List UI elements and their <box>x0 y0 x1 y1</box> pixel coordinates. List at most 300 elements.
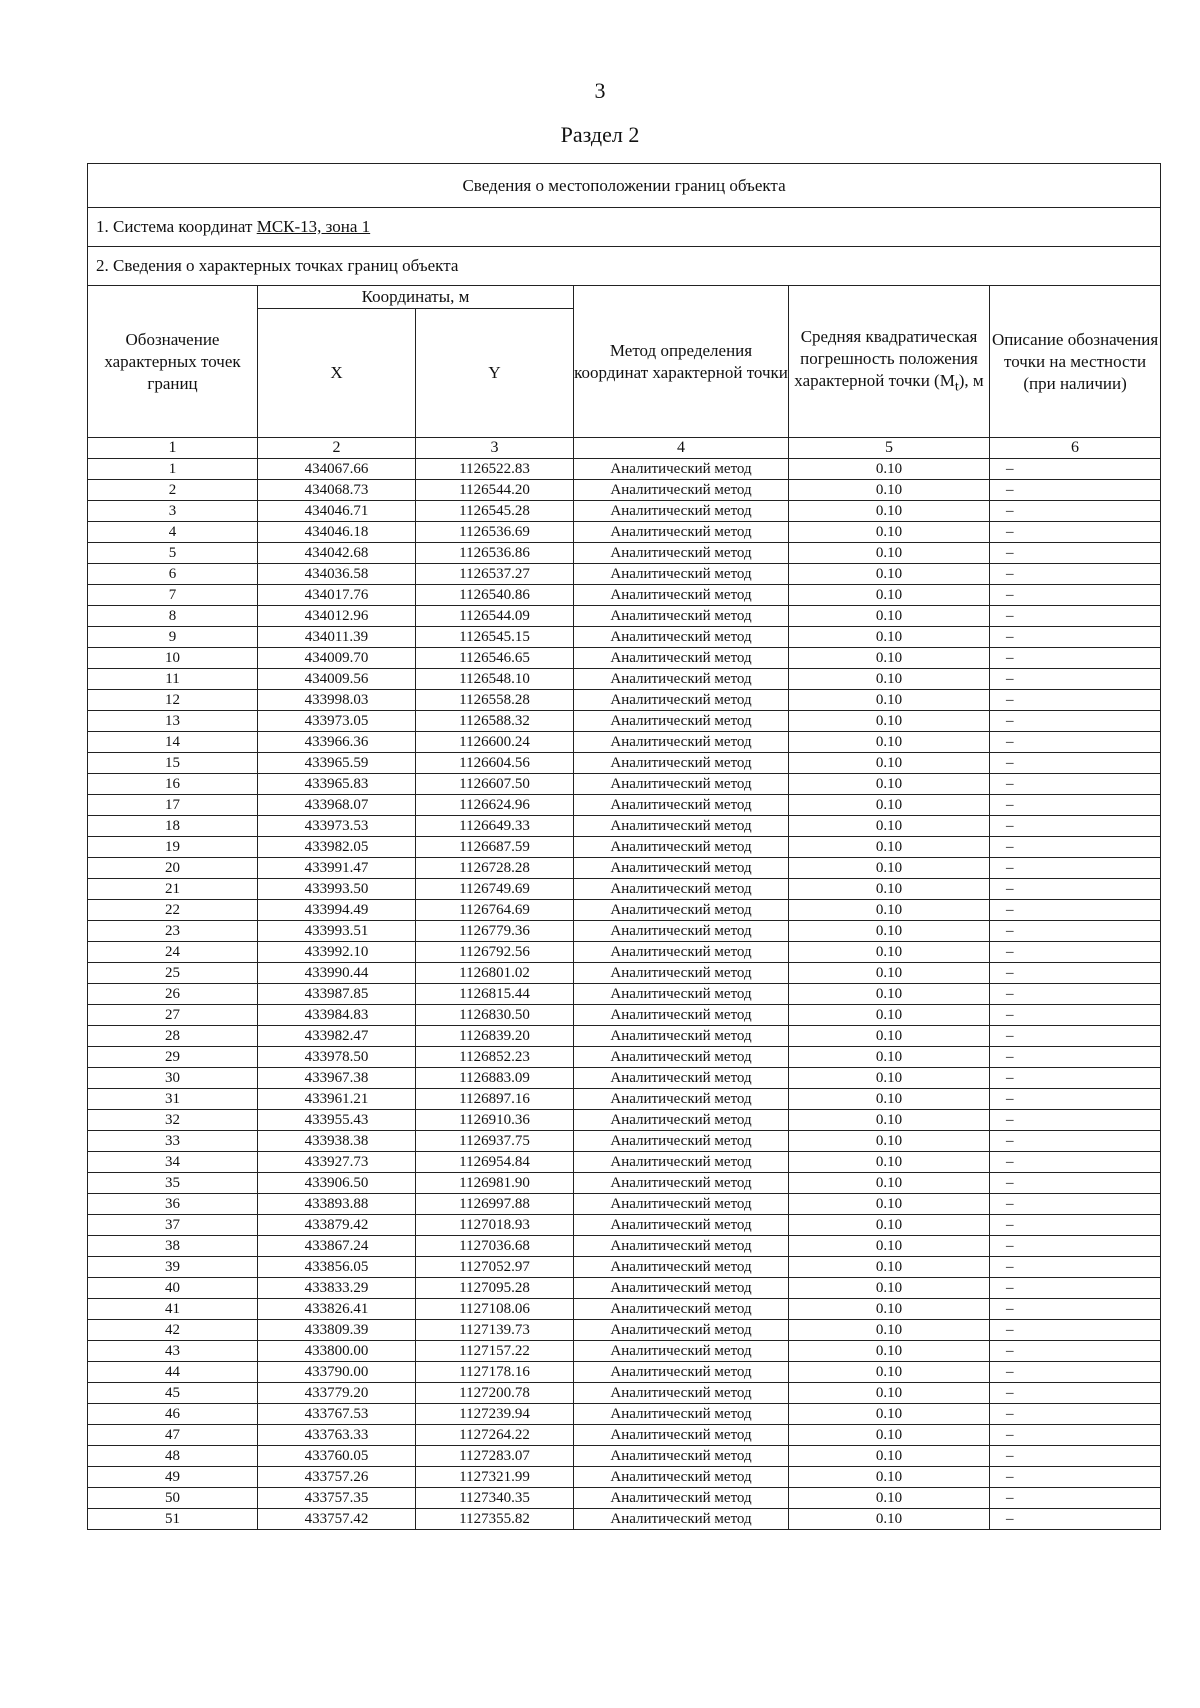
cell-method: Аналитический метод <box>574 501 789 522</box>
cell-x: 434011.39 <box>258 627 416 648</box>
table-caption: Сведения о местоположении границ объекта <box>88 164 1161 208</box>
cell-method: Аналитический метод <box>574 1152 789 1173</box>
cell-error: 0.10 <box>789 648 990 669</box>
cell-x: 433978.50 <box>258 1047 416 1068</box>
header-error <box>789 286 990 438</box>
cell-method: Аналитический метод <box>574 1320 789 1341</box>
cell-point-number: 17 <box>88 795 258 816</box>
cell-description: – <box>990 585 1161 606</box>
cell-point-number: 40 <box>88 1278 258 1299</box>
cell-method: Аналитический метод <box>574 627 789 648</box>
cell-x: 433998.03 <box>258 690 416 711</box>
cell-y: 1126544.09 <box>416 606 574 627</box>
cell-y: 1126749.69 <box>416 879 574 900</box>
cell-y: 1126779.36 <box>416 921 574 942</box>
cell-y: 1127018.93 <box>416 1215 574 1236</box>
cell-method: Аналитический метод <box>574 1425 789 1446</box>
cell-description: – <box>990 858 1161 879</box>
cell-x: 433991.47 <box>258 858 416 879</box>
cell-method: Аналитический метод <box>574 900 789 921</box>
cell-y: 1126545.15 <box>416 627 574 648</box>
table-row <box>88 1320 1161 1341</box>
cell-method: Аналитический метод <box>574 1131 789 1152</box>
cell-method: Аналитический метод <box>574 1215 789 1236</box>
cell-error: 0.10 <box>789 627 990 648</box>
cell-description: – <box>990 1005 1161 1026</box>
cell-error: 0.10 <box>789 1404 990 1425</box>
cell-description: – <box>990 1425 1161 1446</box>
cell-error: 0.10 <box>789 858 990 879</box>
table-row <box>88 858 1161 879</box>
cell-point-number: 10 <box>88 648 258 669</box>
cell-point-number: 1 <box>88 459 258 480</box>
cell-method: Аналитический метод <box>574 879 789 900</box>
cell-y: 1126910.36 <box>416 1110 574 1131</box>
cell-method: Аналитический метод <box>574 606 789 627</box>
cell-error: 0.10 <box>789 1026 990 1047</box>
cell-point-number: 2 <box>88 480 258 501</box>
cell-error: 0.10 <box>789 1047 990 1068</box>
cell-y: 1126600.24 <box>416 732 574 753</box>
cell-point-number: 6 <box>88 564 258 585</box>
cell-x: 433955.43 <box>258 1110 416 1131</box>
cell-method: Аналитический метод <box>574 732 789 753</box>
cell-point-number: 45 <box>88 1383 258 1404</box>
cell-method: Аналитический метод <box>574 963 789 984</box>
cell-description: – <box>990 1026 1161 1047</box>
cell-y: 1127340.35 <box>416 1488 574 1509</box>
cell-y: 1126764.69 <box>416 900 574 921</box>
cell-error: 0.10 <box>789 543 990 564</box>
cell-error: 0.10 <box>789 1068 990 1089</box>
cell-point-number: 8 <box>88 606 258 627</box>
cell-method: Аналитический метод <box>574 690 789 711</box>
cell-point-number: 28 <box>88 1026 258 1047</box>
cell-x: 434068.73 <box>258 480 416 501</box>
cell-point-number: 16 <box>88 774 258 795</box>
cell-description: – <box>990 1446 1161 1467</box>
cell-point-number: 36 <box>88 1194 258 1215</box>
cell-error: 0.10 <box>789 711 990 732</box>
cell-error: 0.10 <box>789 1236 990 1257</box>
cell-point-number: 11 <box>88 669 258 690</box>
cell-point-number: 23 <box>88 921 258 942</box>
cell-x: 433906.50 <box>258 1173 416 1194</box>
table-row <box>88 1152 1161 1173</box>
cell-x: 433760.05 <box>258 1446 416 1467</box>
table-row <box>88 774 1161 795</box>
cell-description: – <box>990 774 1161 795</box>
table-row <box>88 900 1161 921</box>
section-title: Раздел 2 <box>560 122 640 147</box>
table-row <box>88 1341 1161 1362</box>
cell-y: 1127052.97 <box>416 1257 574 1278</box>
cell-error: 0.10 <box>789 1467 990 1488</box>
cell-method: Аналитический метод <box>574 774 789 795</box>
cell-point-number: 47 <box>88 1425 258 1446</box>
cell-description: – <box>990 1089 1161 1110</box>
table-row <box>88 1509 1161 1530</box>
table-row <box>88 690 1161 711</box>
cell-description: – <box>990 1341 1161 1362</box>
cell-point-number: 39 <box>88 1257 258 1278</box>
boundary-points-table <box>87 163 1161 1530</box>
cell-description: – <box>990 879 1161 900</box>
cell-error: 0.10 <box>789 774 990 795</box>
cell-description: – <box>990 795 1161 816</box>
cell-y: 1126937.75 <box>416 1131 574 1152</box>
cell-point-number: 46 <box>88 1404 258 1425</box>
cell-point-number: 22 <box>88 900 258 921</box>
cell-point-number: 27 <box>88 1005 258 1026</box>
cell-x: 433961.21 <box>258 1089 416 1110</box>
cell-y: 1126522.83 <box>416 459 574 480</box>
cell-error: 0.10 <box>789 501 990 522</box>
table-row <box>88 543 1161 564</box>
cell-error: 0.10 <box>789 1131 990 1152</box>
cell-point-number: 43 <box>88 1341 258 1362</box>
cell-x: 433938.38 <box>258 1131 416 1152</box>
cell-description: – <box>990 1488 1161 1509</box>
cell-x: 434009.70 <box>258 648 416 669</box>
cell-description: – <box>990 1215 1161 1236</box>
cell-point-number: 3 <box>88 501 258 522</box>
cell-y: 1126801.02 <box>416 963 574 984</box>
cell-method: Аналитический метод <box>574 795 789 816</box>
points-section-title: 2. Сведения о характерных точках границ объекта <box>88 247 1161 286</box>
cell-description: – <box>990 1131 1161 1152</box>
cell-point-number: 32 <box>88 1110 258 1131</box>
cell-error: 0.10 <box>789 1215 990 1236</box>
cell-point-number: 25 <box>88 963 258 984</box>
cell-error: 0.10 <box>789 732 990 753</box>
cell-method: Аналитический метод <box>574 837 789 858</box>
cell-error: 0.10 <box>789 1383 990 1404</box>
cell-y: 1127321.99 <box>416 1467 574 1488</box>
table-row <box>88 1215 1161 1236</box>
cell-x: 433982.05 <box>258 837 416 858</box>
cell-y: 1126687.59 <box>416 837 574 858</box>
header-error-symbol: (M <box>934 370 955 390</box>
cell-x: 433967.38 <box>258 1068 416 1089</box>
cell-x: 433833.29 <box>258 1278 416 1299</box>
cell-y: 1126604.56 <box>416 753 574 774</box>
cell-x: 433757.26 <box>258 1467 416 1488</box>
cell-x: 434042.68 <box>258 543 416 564</box>
cell-method: Аналитический метод <box>574 480 789 501</box>
cell-description: – <box>990 1404 1161 1425</box>
cell-description: – <box>990 543 1161 564</box>
cell-error: 0.10 <box>789 1089 990 1110</box>
cell-x: 433968.07 <box>258 795 416 816</box>
table-row <box>88 1173 1161 1194</box>
cell-point-number: 24 <box>88 942 258 963</box>
table-row <box>88 1026 1161 1047</box>
header-y: Y <box>416 309 574 438</box>
table-row <box>88 1446 1161 1467</box>
table-row <box>88 711 1161 732</box>
table-row <box>88 921 1161 942</box>
header-x: X <box>258 309 416 438</box>
cell-method: Аналитический метод <box>574 1194 789 1215</box>
cell-error: 0.10 <box>789 585 990 606</box>
table-row <box>88 1425 1161 1446</box>
cell-x: 433984.83 <box>258 1005 416 1026</box>
cell-point-number: 33 <box>88 1131 258 1152</box>
table-row <box>88 1299 1161 1320</box>
table-row <box>88 501 1161 522</box>
cell-y: 1126545.28 <box>416 501 574 522</box>
table-row <box>88 942 1161 963</box>
table-row <box>88 1488 1161 1509</box>
cell-point-number: 31 <box>88 1089 258 1110</box>
cell-point-number: 41 <box>88 1299 258 1320</box>
cell-y: 1127200.78 <box>416 1383 574 1404</box>
table-row <box>88 1236 1161 1257</box>
cell-description: – <box>990 963 1161 984</box>
cell-description: – <box>990 1383 1161 1404</box>
cell-point-number: 26 <box>88 984 258 1005</box>
cell-error: 0.10 <box>789 1425 990 1446</box>
cell-description: – <box>990 921 1161 942</box>
cell-method: Аналитический метод <box>574 669 789 690</box>
coordinate-system-value: МСК-13, зона 1 <box>256 217 371 236</box>
cell-description: – <box>990 942 1161 963</box>
cell-error: 0.10 <box>789 942 990 963</box>
table-row <box>88 795 1161 816</box>
cell-method: Аналитический метод <box>574 1068 789 1089</box>
cell-description: – <box>990 564 1161 585</box>
header-error-unit: ), м <box>958 370 984 390</box>
cell-error: 0.10 <box>789 921 990 942</box>
table-row <box>88 522 1161 543</box>
table-row <box>88 1404 1161 1425</box>
cell-x: 434036.58 <box>258 564 416 585</box>
header-error-text: Средняя квадратическая погрешность положения характерной точки <box>794 326 978 390</box>
cell-method: Аналитический метод <box>574 1362 789 1383</box>
cell-point-number: 19 <box>88 837 258 858</box>
cell-x: 434046.71 <box>258 501 416 522</box>
cell-method: Аналитический метод <box>574 1404 789 1425</box>
cell-y: 1127157.22 <box>416 1341 574 1362</box>
cell-error: 0.10 <box>789 1278 990 1299</box>
cell-point-number: 38 <box>88 1236 258 1257</box>
cell-y: 1126728.28 <box>416 858 574 879</box>
cell-y: 1126536.69 <box>416 522 574 543</box>
cell-error: 0.10 <box>789 795 990 816</box>
cell-x: 434067.66 <box>258 459 416 480</box>
table-row <box>88 1089 1161 1110</box>
cell-y: 1127239.94 <box>416 1404 574 1425</box>
cell-point-number: 13 <box>88 711 258 732</box>
cell-point-number: 35 <box>88 1173 258 1194</box>
cell-x: 433994.49 <box>258 900 416 921</box>
cell-method: Аналитический метод <box>574 1446 789 1467</box>
cell-x: 433965.83 <box>258 774 416 795</box>
cell-x: 433809.39 <box>258 1320 416 1341</box>
cell-method: Аналитический метод <box>574 1341 789 1362</box>
cell-description: – <box>990 648 1161 669</box>
cell-y: 1126997.88 <box>416 1194 574 1215</box>
cell-description: – <box>990 900 1161 921</box>
cell-description: – <box>990 501 1161 522</box>
cell-x: 433867.24 <box>258 1236 416 1257</box>
cell-error: 0.10 <box>789 1488 990 1509</box>
cell-y: 1126588.32 <box>416 711 574 732</box>
cell-x: 433993.51 <box>258 921 416 942</box>
cell-description: – <box>990 1068 1161 1089</box>
cell-method: Аналитический метод <box>574 1236 789 1257</box>
cell-point-number: 9 <box>88 627 258 648</box>
boundary-table-container <box>87 163 1160 1530</box>
cell-x: 433973.53 <box>258 816 416 837</box>
cell-error: 0.10 <box>789 879 990 900</box>
cell-method: Аналитический метод <box>574 1005 789 1026</box>
cell-method: Аналитический метод <box>574 648 789 669</box>
cell-y: 1127355.82 <box>416 1509 574 1530</box>
cell-point-number: 34 <box>88 1152 258 1173</box>
table-row <box>88 606 1161 627</box>
cell-error: 0.10 <box>789 669 990 690</box>
cell-description: – <box>990 669 1161 690</box>
cell-point-number: 42 <box>88 1320 258 1341</box>
cell-description: – <box>990 459 1161 480</box>
table-row <box>88 879 1161 900</box>
cell-error: 0.10 <box>789 1299 990 1320</box>
table-row <box>88 837 1161 858</box>
cell-error: 0.10 <box>789 1446 990 1467</box>
coordinate-system-row <box>88 208 1161 247</box>
cell-description: – <box>990 1320 1161 1341</box>
cell-point-number: 51 <box>88 1509 258 1530</box>
cell-method: Аналитический метод <box>574 816 789 837</box>
cell-description: – <box>990 1299 1161 1320</box>
table-row <box>88 1005 1161 1026</box>
cell-method: Аналитический метод <box>574 1467 789 1488</box>
cell-error: 0.10 <box>789 1173 990 1194</box>
cell-point-number: 50 <box>88 1488 258 1509</box>
cell-point-number: 5 <box>88 543 258 564</box>
cell-point-number: 44 <box>88 1362 258 1383</box>
cell-error: 0.10 <box>789 984 990 1005</box>
table-row <box>88 627 1161 648</box>
table-row <box>88 585 1161 606</box>
cell-y: 1127095.28 <box>416 1278 574 1299</box>
cell-method: Аналитический метод <box>574 543 789 564</box>
cell-x: 433982.47 <box>258 1026 416 1047</box>
cell-x: 433973.05 <box>258 711 416 732</box>
cell-y: 1127283.07 <box>416 1446 574 1467</box>
cell-error: 0.10 <box>789 900 990 921</box>
cell-method: Аналитический метод <box>574 1173 789 1194</box>
cell-error: 0.10 <box>789 1152 990 1173</box>
cell-error: 0.10 <box>789 753 990 774</box>
cell-description: – <box>990 1173 1161 1194</box>
cell-method: Аналитический метод <box>574 1488 789 1509</box>
table-row <box>88 1278 1161 1299</box>
coordinate-system-label: 1. Система координат <box>96 217 257 236</box>
cell-y: 1126852.23 <box>416 1047 574 1068</box>
cell-point-number: 7 <box>88 585 258 606</box>
cell-y: 1126544.20 <box>416 480 574 501</box>
cell-description: – <box>990 1047 1161 1068</box>
cell-point-number: 4 <box>88 522 258 543</box>
cell-y: 1127264.22 <box>416 1425 574 1446</box>
cell-y: 1126649.33 <box>416 816 574 837</box>
cell-error: 0.10 <box>789 1341 990 1362</box>
cell-x: 433879.42 <box>258 1215 416 1236</box>
cell-method: Аналитический метод <box>574 1110 789 1131</box>
cell-point-number: 30 <box>88 1068 258 1089</box>
cell-description: – <box>990 480 1161 501</box>
table-row <box>88 1068 1161 1089</box>
cell-description: – <box>990 606 1161 627</box>
cell-method: Аналитический метод <box>574 459 789 480</box>
header-designation: Обозначение характерных точек границ <box>88 286 258 438</box>
column-number: 4 <box>574 438 789 459</box>
cell-error: 0.10 <box>789 1005 990 1026</box>
cell-description: – <box>990 984 1161 1005</box>
cell-description: – <box>990 711 1161 732</box>
cell-method: Аналитический метод <box>574 858 789 879</box>
cell-y: 1127036.68 <box>416 1236 574 1257</box>
table-row <box>88 963 1161 984</box>
cell-description: – <box>990 1257 1161 1278</box>
cell-y: 1126607.50 <box>416 774 574 795</box>
cell-error: 0.10 <box>789 606 990 627</box>
cell-method: Аналитический метод <box>574 984 789 1005</box>
cell-method: Аналитический метод <box>574 1278 789 1299</box>
cell-point-number: 15 <box>88 753 258 774</box>
cell-y: 1127108.06 <box>416 1299 574 1320</box>
cell-y: 1126540.86 <box>416 585 574 606</box>
column-number: 2 <box>258 438 416 459</box>
table-row <box>88 480 1161 501</box>
cell-method: Аналитический метод <box>574 585 789 606</box>
cell-x: 434012.96 <box>258 606 416 627</box>
cell-x: 433757.35 <box>258 1488 416 1509</box>
cell-x: 433966.36 <box>258 732 416 753</box>
cell-point-number: 14 <box>88 732 258 753</box>
cell-error: 0.10 <box>789 837 990 858</box>
cell-y: 1126883.09 <box>416 1068 574 1089</box>
cell-y: 1126897.16 <box>416 1089 574 1110</box>
cell-y: 1126954.84 <box>416 1152 574 1173</box>
cell-point-number: 21 <box>88 879 258 900</box>
cell-x: 433993.50 <box>258 879 416 900</box>
cell-x: 433927.73 <box>258 1152 416 1173</box>
cell-description: – <box>990 522 1161 543</box>
cell-y: 1126624.96 <box>416 795 574 816</box>
cell-method: Аналитический метод <box>574 1257 789 1278</box>
cell-point-number: 12 <box>88 690 258 711</box>
table-row <box>88 1257 1161 1278</box>
header-coordinates: Координаты, м <box>258 286 574 309</box>
cell-x: 433992.10 <box>258 942 416 963</box>
cell-error: 0.10 <box>789 1110 990 1131</box>
cell-x: 434009.56 <box>258 669 416 690</box>
cell-y: 1127139.73 <box>416 1320 574 1341</box>
table-row <box>88 1194 1161 1215</box>
cell-x: 433757.42 <box>258 1509 416 1530</box>
table-row <box>88 669 1161 690</box>
cell-method: Аналитический метод <box>574 564 789 585</box>
cell-error: 0.10 <box>789 459 990 480</box>
cell-y: 1126981.90 <box>416 1173 574 1194</box>
table-row <box>88 732 1161 753</box>
cell-y: 1127178.16 <box>416 1362 574 1383</box>
cell-description: – <box>990 753 1161 774</box>
